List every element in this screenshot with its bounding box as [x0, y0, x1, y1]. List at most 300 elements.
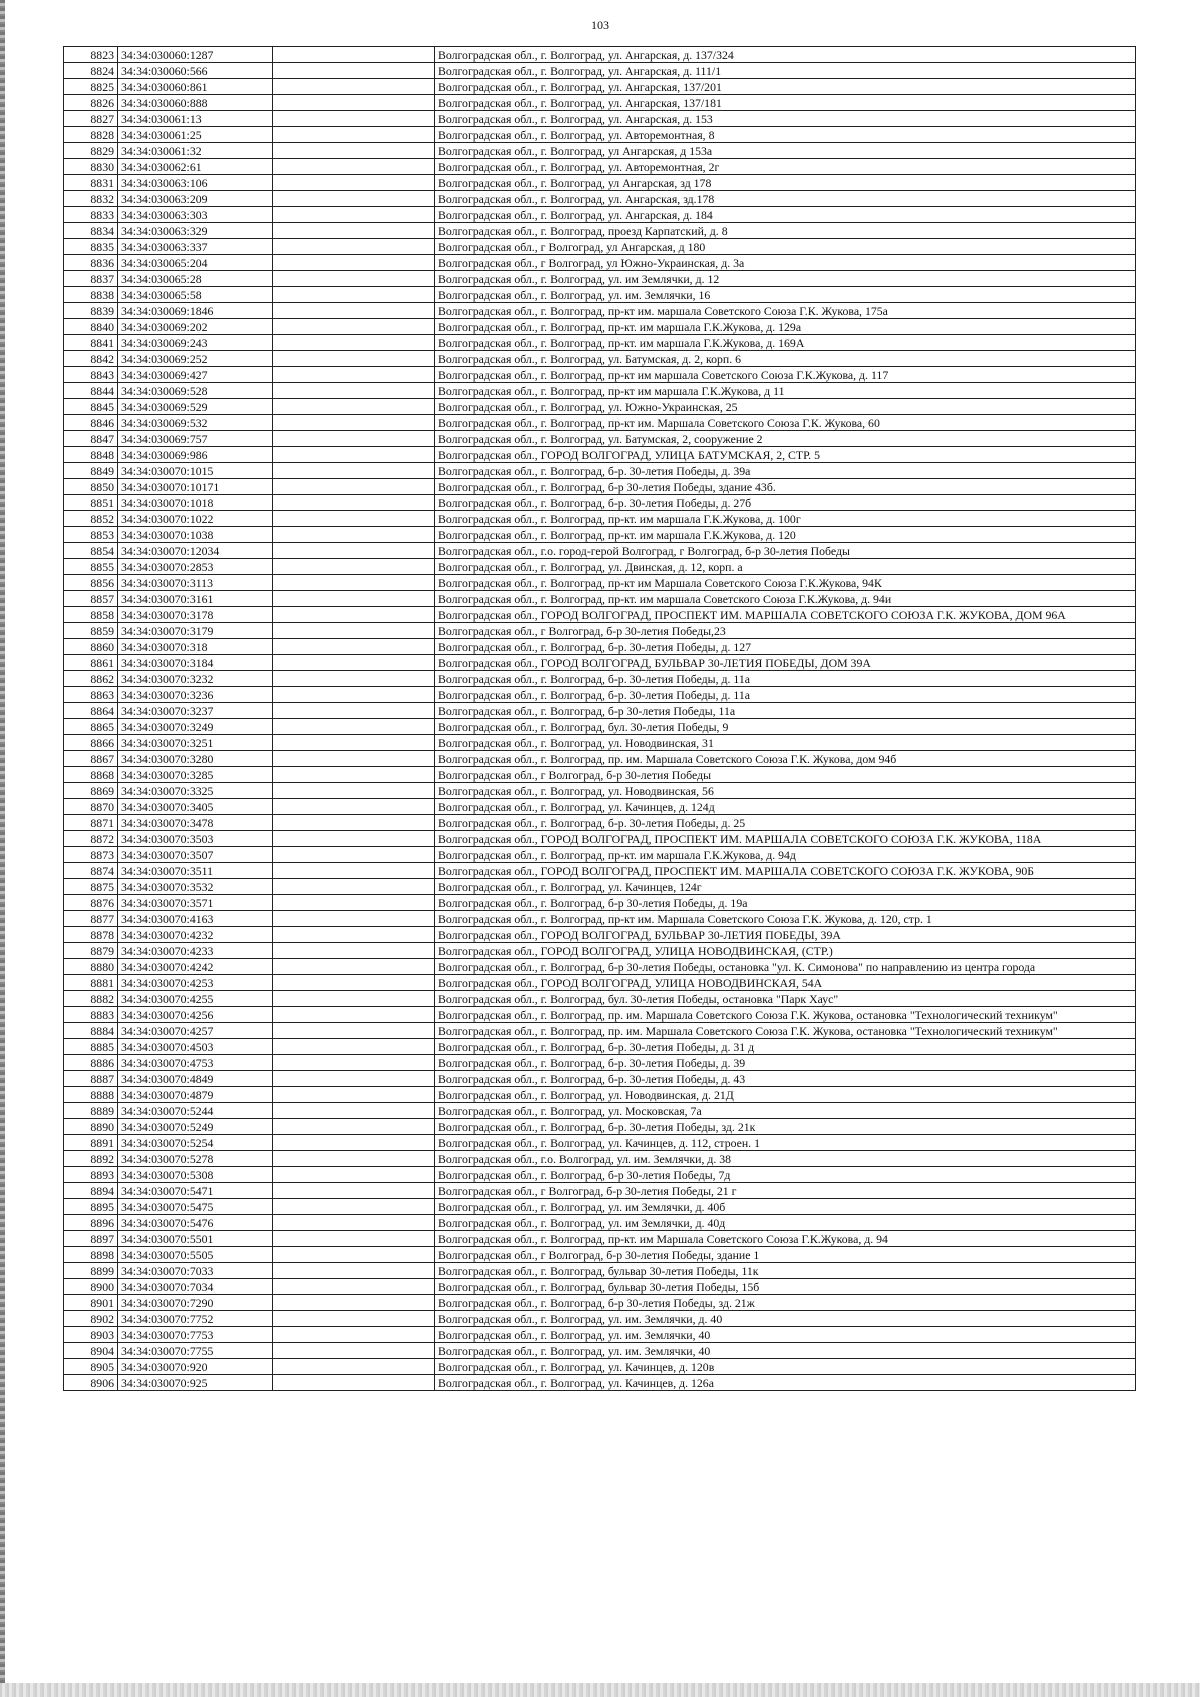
- empty-cell: [273, 1375, 435, 1391]
- address: Волгоградская обл., г. Волгоград, бульвар 30-летия Победы, 11к: [435, 1263, 1136, 1279]
- address: Волгоградская обл., ГОРОД ВОЛГОГРАД, ПРОСПЕКТ ИМ. МАРШАЛА СОВЕТСКОГО СОЮЗА Г.К. ЖУКОВА, 90Б: [435, 863, 1136, 879]
- table-row: [64, 1343, 1136, 1359]
- cadastral-number: 34:34:030070:3507: [118, 847, 273, 863]
- table-row: [64, 1135, 1136, 1151]
- address: Волгоградская обл., г Волгоград, б-р 30-летия Победы, здание 1: [435, 1247, 1136, 1263]
- address: Волгоградская обл., г Волгоград, б-р 30-летия Победы, 21 г: [435, 1183, 1136, 1199]
- empty-cell: [273, 1231, 435, 1247]
- empty-cell: [273, 847, 435, 863]
- row-number: 8839: [64, 303, 118, 319]
- empty-cell: [273, 1151, 435, 1167]
- address: Волгоградская обл., г.о. город-герой Волгоград, г Волгоград, б-р 30-летия Победы: [435, 543, 1136, 559]
- address: Волгоградская обл., г. Волгоград, пр. им. Маршала Советского Союза Г.К. Жукова, остановка "Технологический техникум": [435, 1023, 1136, 1039]
- row-number: 8842: [64, 351, 118, 367]
- cadastral-number: 34:34:030069:243: [118, 335, 273, 351]
- table-row: [64, 79, 1136, 95]
- empty-cell: [273, 527, 435, 543]
- row-number: 8885: [64, 1039, 118, 1055]
- row-number: 8845: [64, 399, 118, 415]
- empty-cell: [273, 639, 435, 655]
- table-row: [64, 191, 1136, 207]
- table-row: [64, 319, 1136, 335]
- empty-cell: [273, 591, 435, 607]
- address: Волгоградская обл., г. Волгоград, ул. им Землячки, д. 40б: [435, 1199, 1136, 1215]
- row-number: 8832: [64, 191, 118, 207]
- row-number: 8837: [64, 271, 118, 287]
- table-row: [64, 943, 1136, 959]
- address: Волгоградская обл., г. Волгоград, пр-кт. им маршала Г.К.Жукова, д. 129а: [435, 319, 1136, 335]
- empty-cell: [273, 1183, 435, 1199]
- address: Волгоградская обл., г. Волгоград, б-р. 30-летия Победы, д. 43: [435, 1071, 1136, 1087]
- empty-cell: [273, 783, 435, 799]
- cadastral-number: 34:34:030070:3249: [118, 719, 273, 735]
- address: Волгоградская обл., г. Волгоград, ул. Ангарская, 137/181: [435, 95, 1136, 111]
- empty-cell: [273, 1087, 435, 1103]
- cadastral-number: 34:34:030070:5501: [118, 1231, 273, 1247]
- cadastral-number: 34:34:030070:4163: [118, 911, 273, 927]
- cadastral-number: 34:34:030070:3511: [118, 863, 273, 879]
- address: Волгоградская обл., г. Волгоград, ул. Ангарская, д. 111/1: [435, 63, 1136, 79]
- table-row: [64, 1087, 1136, 1103]
- cadastral-number: 34:34:030070:5471: [118, 1183, 273, 1199]
- cadastral-number: 34:34:030070:4256: [118, 1007, 273, 1023]
- row-number: 8833: [64, 207, 118, 223]
- address: Волгоградская обл., г. Волгоград, ул. Качинцев, 124г: [435, 879, 1136, 895]
- cadastral-register-table: [63, 46, 1136, 1391]
- row-number: 8850: [64, 479, 118, 495]
- cadastral-number: 34:34:030069:757: [118, 431, 273, 447]
- empty-cell: [273, 479, 435, 495]
- cadastral-number: 34:34:030069:528: [118, 383, 273, 399]
- cadastral-number: 34:34:030065:58: [118, 287, 273, 303]
- table-row: [64, 959, 1136, 975]
- cadastral-number: 34:34:030070:7753: [118, 1327, 273, 1343]
- address: Волгоградская обл., г Волгоград, ул Ангарская, д 180: [435, 239, 1136, 255]
- row-number: 8823: [64, 47, 118, 63]
- cadastral-number: 34:34:030070:4232: [118, 927, 273, 943]
- row-number: 8879: [64, 943, 118, 959]
- row-number: 8904: [64, 1343, 118, 1359]
- empty-cell: [273, 1327, 435, 1343]
- cadastral-number: 34:34:030070:3325: [118, 783, 273, 799]
- empty-cell: [273, 367, 435, 383]
- address: Волгоградская обл., г. Волгоград, б-р. 30-летия Победы, д. 39: [435, 1055, 1136, 1071]
- cadastral-number: 34:34:030070:3478: [118, 815, 273, 831]
- address: Волгоградская обл., г. Волгоград, ул. Ангарская, 137/201: [435, 79, 1136, 95]
- row-number: 8868: [64, 767, 118, 783]
- cadastral-number: 34:34:030070:4255: [118, 991, 273, 1007]
- address: Волгоградская обл., г. Волгоград, б-р. 30-летия Победы, д. 27б: [435, 495, 1136, 511]
- address: Волгоградская обл., г. Волгоград, пр-кт. им маршала Г.К.Жукова, д. 100г: [435, 511, 1136, 527]
- empty-cell: [273, 1215, 435, 1231]
- row-number: 8876: [64, 895, 118, 911]
- address: Волгоградская обл., г. Волгоград, ул. Батумская, 2, сооружение 2: [435, 431, 1136, 447]
- row-number: 8901: [64, 1295, 118, 1311]
- table-row: [64, 143, 1136, 159]
- address: Волгоградская обл., г. Волгоград, пр-кт. им маршала Г.К.Жукова, д. 169А: [435, 335, 1136, 351]
- cadastral-number: 34:34:030069:202: [118, 319, 273, 335]
- table-row: [64, 1247, 1136, 1263]
- empty-cell: [273, 1023, 435, 1039]
- row-number: 8844: [64, 383, 118, 399]
- cadastral-number: 34:34:030070:3179: [118, 623, 273, 639]
- address: Волгоградская обл., г. Волгоград, б-р. 30-летия Победы, д. 11а: [435, 671, 1136, 687]
- table-row: [64, 1279, 1136, 1295]
- cadastral-number: 34:34:030070:3405: [118, 799, 273, 815]
- address: Волгоградская обл., г. Волгоград, ул. им. Землячки, 16: [435, 287, 1136, 303]
- address: Волгоградская обл., г. Волгоград, ул. Московская, 7а: [435, 1103, 1136, 1119]
- table-row: [64, 95, 1136, 111]
- empty-cell: [273, 191, 435, 207]
- table-row: [64, 351, 1136, 367]
- row-number: 8858: [64, 607, 118, 623]
- table-row: [64, 271, 1136, 287]
- address: Волгоградская обл., г Волгоград, б-р 30-летия Победы,23: [435, 623, 1136, 639]
- table-row: [64, 1311, 1136, 1327]
- row-number: 8880: [64, 959, 118, 975]
- cadastral-number: 34:34:030070:920: [118, 1359, 273, 1375]
- row-number: 8906: [64, 1375, 118, 1391]
- row-number: 8830: [64, 159, 118, 175]
- row-number: 8851: [64, 495, 118, 511]
- empty-cell: [273, 879, 435, 895]
- table-row: [64, 1295, 1136, 1311]
- row-number: 8834: [64, 223, 118, 239]
- table-row: [64, 367, 1136, 383]
- table-row: [64, 1183, 1136, 1199]
- address: Волгоградская обл., ГОРОД ВОЛГОГРАД, ПРОСПЕКТ ИМ. МАРШАЛА СОВЕТСКОГО СОЮЗА Г.К. ЖУКОВА, ДОМ 96А: [435, 607, 1136, 623]
- empty-cell: [273, 543, 435, 559]
- address: Волгоградская обл., г.о. Волгоград, ул. им. Землячки, д. 38: [435, 1151, 1136, 1167]
- row-number: 8841: [64, 335, 118, 351]
- row-number: 8893: [64, 1167, 118, 1183]
- address: Волгоградская обл., г. Волгоград, пр-кт им. Маршала Советского Союза Г.К. Жукова, д. 120, стр. 1: [435, 911, 1136, 927]
- table-row: [64, 399, 1136, 415]
- row-number: 8889: [64, 1103, 118, 1119]
- row-number: 8855: [64, 559, 118, 575]
- table-row: [64, 671, 1136, 687]
- cadastral-number: 34:34:030070:4242: [118, 959, 273, 975]
- table-row: [64, 175, 1136, 191]
- row-number: 8860: [64, 639, 118, 655]
- row-number: 8900: [64, 1279, 118, 1295]
- table-row: [64, 1199, 1136, 1215]
- row-number: 8881: [64, 975, 118, 991]
- cadastral-number: 34:34:030063:337: [118, 239, 273, 255]
- table-row: [64, 559, 1136, 575]
- table-row: [64, 527, 1136, 543]
- row-number: 8840: [64, 319, 118, 335]
- table-row: [64, 1103, 1136, 1119]
- table-row: [64, 639, 1136, 655]
- address: Волгоградская обл., г. Волгоград, бул. 30-летия Победы, 9: [435, 719, 1136, 735]
- empty-cell: [273, 703, 435, 719]
- cadastral-number: 34:34:030069:532: [118, 415, 273, 431]
- address: Волгоградская обл., г. Волгоград, пр-кт им. Маршала Советского Союза Г.К. Жукова, 60: [435, 415, 1136, 431]
- address: Волгоградская обл., г. Волгоград, б-р 30-летия Победы, д. 19а: [435, 895, 1136, 911]
- row-number: 8905: [64, 1359, 118, 1375]
- empty-cell: [273, 1103, 435, 1119]
- cadastral-number: 34:34:030070:3280: [118, 751, 273, 767]
- row-number: 8864: [64, 703, 118, 719]
- cadastral-number: 34:34:030070:4253: [118, 975, 273, 991]
- cadastral-number: 34:34:030061:25: [118, 127, 273, 143]
- row-number: 8831: [64, 175, 118, 191]
- address: Волгоградская обл., г. Волгоград, б-р. 30-летия Победы, зд. 21к: [435, 1119, 1136, 1135]
- row-number: 8856: [64, 575, 118, 591]
- empty-cell: [273, 399, 435, 415]
- table-row: [64, 255, 1136, 271]
- cadastral-number: 34:34:030070:7752: [118, 1311, 273, 1327]
- address: Волгоградская обл., г. Волгоград, ул. им. Землячки, 40: [435, 1327, 1136, 1343]
- table-row: [64, 991, 1136, 1007]
- empty-cell: [273, 431, 435, 447]
- table-row: [64, 1119, 1136, 1135]
- table-row: [64, 223, 1136, 239]
- table-row: [64, 751, 1136, 767]
- address: Волгоградская обл., г. Волгоград, б-р. 30-летия Победы, д. 11а: [435, 687, 1136, 703]
- empty-cell: [273, 463, 435, 479]
- row-number: 8863: [64, 687, 118, 703]
- table-row: [64, 1007, 1136, 1023]
- table-row: [64, 799, 1136, 815]
- empty-cell: [273, 1055, 435, 1071]
- cadastral-number: 34:34:030070:7033: [118, 1263, 273, 1279]
- empty-cell: [273, 383, 435, 399]
- address: Волгоградская обл., г. Волгоград, пр-кт им маршала Г.К.Жукова, д 11: [435, 383, 1136, 399]
- address: Волгоградская обл., г. Волгоград, ул. Качинцев, д. 112, строен. 1: [435, 1135, 1136, 1151]
- address: Волгоградская обл., г. Волгоград, ул. Качинцев, д. 124д: [435, 799, 1136, 815]
- row-number: 8894: [64, 1183, 118, 1199]
- empty-cell: [273, 1343, 435, 1359]
- cadastral-number: 34:34:030070:10171: [118, 479, 273, 495]
- cadastral-number: 34:34:030070:5308: [118, 1167, 273, 1183]
- row-number: 8867: [64, 751, 118, 767]
- address: Волгоградская обл., ГОРОД ВОЛГОГРАД, БУЛЬВАР 30-ЛЕТИЯ ПОБЕДЫ, ДОМ 39А: [435, 655, 1136, 671]
- empty-cell: [273, 47, 435, 63]
- address: Волгоградская обл., г. Волгоград, пр-кт. им маршала Советского Союза Г.К.Жукова, д. 94и: [435, 591, 1136, 607]
- table-row: [64, 815, 1136, 831]
- empty-cell: [273, 815, 435, 831]
- cadastral-number: 34:34:030069:986: [118, 447, 273, 463]
- empty-cell: [273, 335, 435, 351]
- cadastral-number: 34:34:030070:7290: [118, 1295, 273, 1311]
- address: Волгоградская обл., г. Волгоград, пр-кт им. маршала Советского Союза Г.К. Жукова, 175а: [435, 303, 1136, 319]
- table-row: [64, 623, 1136, 639]
- address: Волгоградская обл., г. Волгоград, ул. Южно-Украинская, 25: [435, 399, 1136, 415]
- cadastral-number: 34:34:030070:4753: [118, 1055, 273, 1071]
- table-row: [64, 479, 1136, 495]
- cadastral-number: 34:34:030070:318: [118, 639, 273, 655]
- address: Волгоградская обл., г. Волгоград, ул. Авторемонтная, 8: [435, 127, 1136, 143]
- address: Волгоградская обл., г. Волгоград, ул. Ангарская, д. 137/324: [435, 47, 1136, 63]
- cadastral-number: 34:34:030070:4503: [118, 1039, 273, 1055]
- table-row: [64, 207, 1136, 223]
- row-number: 8843: [64, 367, 118, 383]
- table-row: [64, 415, 1136, 431]
- scan-edge-bottom: [0, 1683, 1200, 1697]
- cadastral-number: 34:34:030070:3113: [118, 575, 273, 591]
- row-number: 8886: [64, 1055, 118, 1071]
- table-row: [64, 1167, 1136, 1183]
- row-number: 8866: [64, 735, 118, 751]
- row-number: 8824: [64, 63, 118, 79]
- row-number: 8898: [64, 1247, 118, 1263]
- row-number: 8899: [64, 1263, 118, 1279]
- address: Волгоградская обл., г. Волгоград, ул Ангарская, д 153а: [435, 143, 1136, 159]
- address: Волгоградская обл., г. Волгоград, б-р 30-летия Победы, здание 43б.: [435, 479, 1136, 495]
- empty-cell: [273, 319, 435, 335]
- empty-cell: [273, 303, 435, 319]
- empty-cell: [273, 447, 435, 463]
- empty-cell: [273, 159, 435, 175]
- empty-cell: [273, 1007, 435, 1023]
- cadastral-number: 34:34:030070:3285: [118, 767, 273, 783]
- empty-cell: [273, 575, 435, 591]
- cadastral-number: 34:34:030070:1022: [118, 511, 273, 527]
- cadastral-number: 34:34:030070:4257: [118, 1023, 273, 1039]
- row-number: 8849: [64, 463, 118, 479]
- empty-cell: [273, 255, 435, 271]
- cadastral-number: 34:34:030070:3236: [118, 687, 273, 703]
- address: Волгоградская обл., г. Волгоград, пр. им. Маршала Советского Союза Г.К. Жукова, дом 94б: [435, 751, 1136, 767]
- empty-cell: [273, 239, 435, 255]
- row-number: 8892: [64, 1151, 118, 1167]
- empty-cell: [273, 1295, 435, 1311]
- row-number: 8826: [64, 95, 118, 111]
- cadastral-number: 34:34:030070:3571: [118, 895, 273, 911]
- table-row: [64, 1263, 1136, 1279]
- address: Волгоградская обл., г. Волгоград, бул. 30-летия Победы, остановка "Парк Хаус": [435, 991, 1136, 1007]
- table-row: [64, 847, 1136, 863]
- cadastral-number: 34:34:030069:1846: [118, 303, 273, 319]
- address: Волгоградская обл., г. Волгоград, пр-кт. им Маршала Советского Союза Г.К.Жукова, д. 94: [435, 1231, 1136, 1247]
- address: Волгоградская обл., г. Волгоград, б-р. 30-летия Победы, д. 25: [435, 815, 1136, 831]
- row-number: 8857: [64, 591, 118, 607]
- row-number: 8897: [64, 1231, 118, 1247]
- row-number: 8887: [64, 1071, 118, 1087]
- table-row: [64, 1215, 1136, 1231]
- cadastral-number: 34:34:030070:1018: [118, 495, 273, 511]
- table-row: [64, 1071, 1136, 1087]
- empty-cell: [273, 207, 435, 223]
- table-row: [64, 287, 1136, 303]
- empty-cell: [273, 351, 435, 367]
- row-number: 8854: [64, 543, 118, 559]
- address: Волгоградская обл., г. Волгоград, ул. Ангарская, д. 184: [435, 207, 1136, 223]
- page-number: 103: [591, 18, 609, 32]
- empty-cell: [273, 63, 435, 79]
- empty-cell: [273, 1039, 435, 1055]
- cadastral-number: 34:34:030063:329: [118, 223, 273, 239]
- empty-cell: [273, 975, 435, 991]
- cadastral-number: 34:34:030070:3178: [118, 607, 273, 623]
- address: Волгоградская обл., г. Волгоград, ул. им. Землячки, 40: [435, 1343, 1136, 1359]
- cadastral-number: 34:34:030069:427: [118, 367, 273, 383]
- cadastral-number: 34:34:030063:303: [118, 207, 273, 223]
- row-number: 8882: [64, 991, 118, 1007]
- address: Волгоградская обл., г. Волгоград, ул. Авторемонтная, 2г: [435, 159, 1136, 175]
- empty-cell: [273, 1359, 435, 1375]
- cadastral-number: 34:34:030065:28: [118, 271, 273, 287]
- cadastral-number: 34:34:030070:4849: [118, 1071, 273, 1087]
- empty-cell: [273, 1167, 435, 1183]
- table-row: [64, 303, 1136, 319]
- cadastral-number: 34:34:030070:5505: [118, 1247, 273, 1263]
- table-row: [64, 431, 1136, 447]
- table-row: [64, 1327, 1136, 1343]
- table-row: [64, 783, 1136, 799]
- table-row: [64, 911, 1136, 927]
- cadastral-number: 34:34:030061:32: [118, 143, 273, 159]
- table-row: [64, 575, 1136, 591]
- empty-cell: [273, 895, 435, 911]
- row-number: 8890: [64, 1119, 118, 1135]
- empty-cell: [273, 95, 435, 111]
- empty-cell: [273, 287, 435, 303]
- row-number: 8870: [64, 799, 118, 815]
- row-number: 8838: [64, 287, 118, 303]
- address: Волгоградская обл., г. Волгоград, ул. Качинцев, д. 126а: [435, 1375, 1136, 1391]
- table-row: [64, 719, 1136, 735]
- empty-cell: [273, 863, 435, 879]
- empty-cell: [273, 607, 435, 623]
- table-row: [64, 687, 1136, 703]
- table-row: [64, 239, 1136, 255]
- cadastral-number: 34:34:030070:7034: [118, 1279, 273, 1295]
- row-number: 8896: [64, 1215, 118, 1231]
- empty-cell: [273, 127, 435, 143]
- row-number: 8828: [64, 127, 118, 143]
- cadastral-number: 34:34:030070:3184: [118, 655, 273, 671]
- empty-cell: [273, 1071, 435, 1087]
- row-number: 8883: [64, 1007, 118, 1023]
- address: Волгоградская обл., г. Волгоград, ул. Ангарская, зд.178: [435, 191, 1136, 207]
- address: Волгоградская обл., г. Волгоград, ул. им. Землячки, д. 40: [435, 1311, 1136, 1327]
- address: Волгоградская обл., г. Волгоград, пр-кт им маршала Советского Союза Г.К.Жукова, д. 117: [435, 367, 1136, 383]
- cadastral-number: 34:34:030070:5244: [118, 1103, 273, 1119]
- row-number: 8865: [64, 719, 118, 735]
- register-table-body: [64, 47, 1136, 1391]
- table-row: [64, 863, 1136, 879]
- empty-cell: [273, 559, 435, 575]
- address: Волгоградская обл., г. Волгоград, бульвар 30-летия Победы, 15б: [435, 1279, 1136, 1295]
- table-row: [64, 463, 1136, 479]
- empty-cell: [273, 175, 435, 191]
- address: Волгоградская обл., г. Волгоград, пр. им. Маршала Советского Союза Г.К. Жукова, остановка "Технологический техникум": [435, 1007, 1136, 1023]
- address: Волгоградская обл., г. Волгоград, ул. им Землячки, д. 12: [435, 271, 1136, 287]
- table-row: [64, 1055, 1136, 1071]
- empty-cell: [273, 927, 435, 943]
- cadastral-number: 34:34:030069:529: [118, 399, 273, 415]
- address: Волгоградская обл., г. Волгоград, б-р 30-летия Победы, остановка "ул. К. Симонова" по направлению из центра города: [435, 959, 1136, 975]
- empty-cell: [273, 735, 435, 751]
- empty-cell: [273, 751, 435, 767]
- table-row: [64, 975, 1136, 991]
- table-row: [64, 895, 1136, 911]
- address: Волгоградская обл., г. Волгоград, пр-кт им Маршала Советского Союза Г.К.Жукова, 94К: [435, 575, 1136, 591]
- empty-cell: [273, 1247, 435, 1263]
- empty-cell: [273, 911, 435, 927]
- address: Волгоградская обл., г Волгоград, б-р 30-летия Победы: [435, 767, 1136, 783]
- address: Волгоградская обл., г. Волгоград, пр-кт. им маршала Г.К.Жукова, д. 120: [435, 527, 1136, 543]
- cadastral-number: 34:34:030070:1038: [118, 527, 273, 543]
- cadastral-number: 34:34:030060:1287: [118, 47, 273, 63]
- cadastral-number: 34:34:030070:3503: [118, 831, 273, 847]
- cadastral-number: 34:34:030070:2853: [118, 559, 273, 575]
- table-row: [64, 511, 1136, 527]
- cadastral-number: 34:34:030070:12034: [118, 543, 273, 559]
